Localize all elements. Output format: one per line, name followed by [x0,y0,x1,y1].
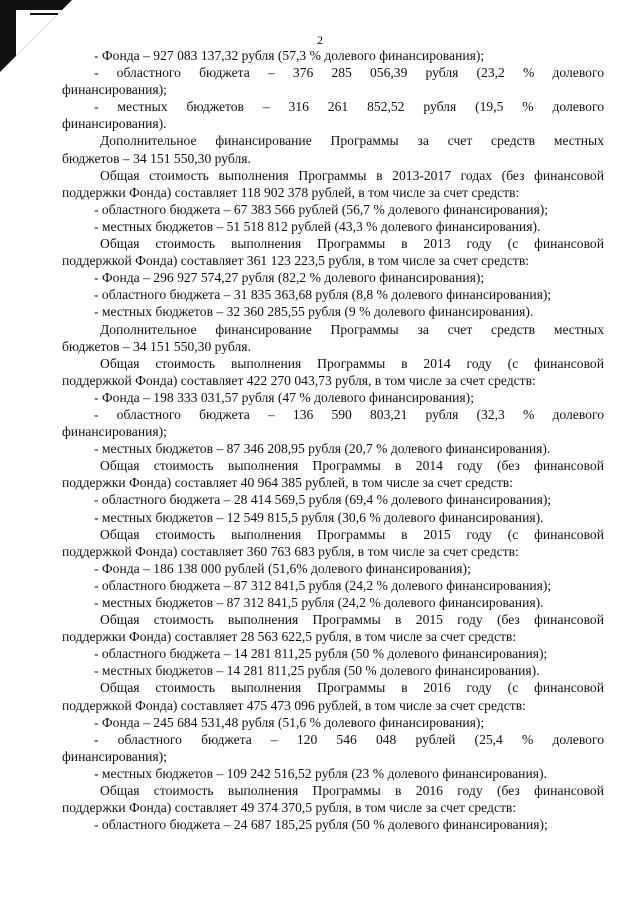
text-line: - Фонда – 198 333 031,57 рубля (47 % долевого финансирования); [94,389,474,405]
text-line: - Фонда – 245 684 531,48 рубля (51,6 % долевого финансирования); [94,714,485,730]
text-line: бюджетов – 34 151 550,30 рубля. [62,150,251,166]
text-line: Общая стоимость выполнения Программы в 2016 году (с финансовой [100,680,604,696]
text-line: поддержкой Фонда) составляет 422 270 043,73 рубля, в том числе за счет средств: [62,372,536,388]
text-line: - местных бюджетов – 109 242 516,52 рубля (23 % долевого финансирования). [94,765,547,781]
text-line: - областного бюджета – 67 383 566 рублей (56,7 % долевого финансирования); [94,201,549,217]
text-line: Общая стоимость выполнения Программы в 2014 году (с финансовой [100,355,604,371]
text-line: Дополнительное финансирование Программы за счет средств местных [100,133,604,149]
text-line: - областного бюджета – 14 281 811,25 рубля (50 % долевого финансирования); [94,646,548,662]
text-line: финансирования). [62,116,167,132]
text-line: - Фонда – 927 083 137,32 рубля (57,3 % долевого финансирования); [94,48,485,63]
text-line: поддержки Фонда) составляет 49 374 370,5 рубля, в том числе за счет средств: [62,800,517,816]
text-line: - местных бюджетов – 51 518 812 рублей (43,3 % долевого финансирования). [94,218,541,234]
text-line: Общая стоимость выполнения Программы в 2015 году (без финансовой [100,612,604,628]
text-line: поддержки Фонда) составляет 118 902 378 рублей, в том числе за счет средств: [62,184,520,200]
text-line: Общая стоимость выполнения Программы в 2015 году (с финансовой [100,526,604,542]
text-line: - областного бюджета – 24 687 185,25 рубля (50 % долевого финансирования); [94,817,548,833]
text-line: финансирования); [62,424,167,440]
document-body [62,47,604,833]
page-number: 2 [317,33,323,47]
text-line: Общая стоимость выполнения Программы в 2013 году (с финансовой [100,236,604,252]
text-line: - областного бюджета – 376 285 056,39 рубля (23,2 % долевого [94,65,604,81]
text-line: - областного бюджета – 120 546 048 рублей (25,4 % долевого [94,731,604,747]
text-line: - местных бюджетов – 12 549 815,5 рубля (30,6 % долевого финансирования). [94,509,544,525]
text-line: Общая стоимость выполнения Программы в 2014 году (без финансовой [100,458,604,474]
text-line: бюджетов – 34 151 550,30 рубля. [62,338,251,354]
text-line: Общая стоимость выполнения Программы в 2013-2017 годах (без финансовой [100,167,604,183]
text-line: поддержки Фонда) составляет 28 563 622,5 рубля, в том числе за счет средств: [62,629,517,645]
text-line: - местных бюджетов – 32 360 285,55 рубля (9 % долевого финансирования). [94,304,534,320]
text-line: - областного бюджета – 87 312 841,5 рубля (24,2 % долевого финансирования); [94,577,552,593]
text-line: - местных бюджетов – 14 281 811,25 рубля (50 % долевого финансирования). [94,663,540,679]
text-line: - областного бюджета – 136 590 803,21 рубля (32,3 % долевого [94,406,604,422]
text-line: - областного бюджета – 28 414 569,5 рубля (69,4 % долевого финансирования); [94,492,552,508]
text-line: - областного бюджета – 31 835 363,68 рубля (8,8 % долевого финансирования); [94,287,552,303]
text-line: поддержкой Фонда) составляет 475 473 096 рублей, в том числе за счет средств: [62,697,526,713]
text-line: - Фонда – 296 927 574,27 рубля (82,2 % долевого финансирования); [94,270,485,286]
text-line: поддержкой Фонда) составляет 360 763 683 рубля, в том числе за счет средств: [62,543,519,559]
text-line: Дополнительное финансирование Программы за счет средств местных [100,321,604,337]
text-line: - местных бюджетов – 87 346 208,95 рубля (20,7 % долевого финансирования). [94,441,551,457]
text-line: - местных бюджетов – 87 312 841,5 рубля (24,2 % долевого финансирования). [94,595,544,610]
text-line: Общая стоимость выполнения Программы в 2016 году (без финансовой [100,783,604,799]
text-line: финансирования); [62,82,167,98]
text-line: финансирования); [62,748,167,764]
text-line: - Фонда – 186 138 000 рублей (51,6% долевого финансирования); [94,560,471,576]
text-line: поддержки Фонда) составляет 40 964 385 рублей, в том числе за счет средств: [62,475,513,491]
text-line: поддержкой Фонда) составляет 361 123 223,5 рубля, в том числе за счет средств: [62,253,530,269]
text-line: - местных бюджетов – 316 261 852,52 рубля (19,5 % долевого [94,99,604,115]
